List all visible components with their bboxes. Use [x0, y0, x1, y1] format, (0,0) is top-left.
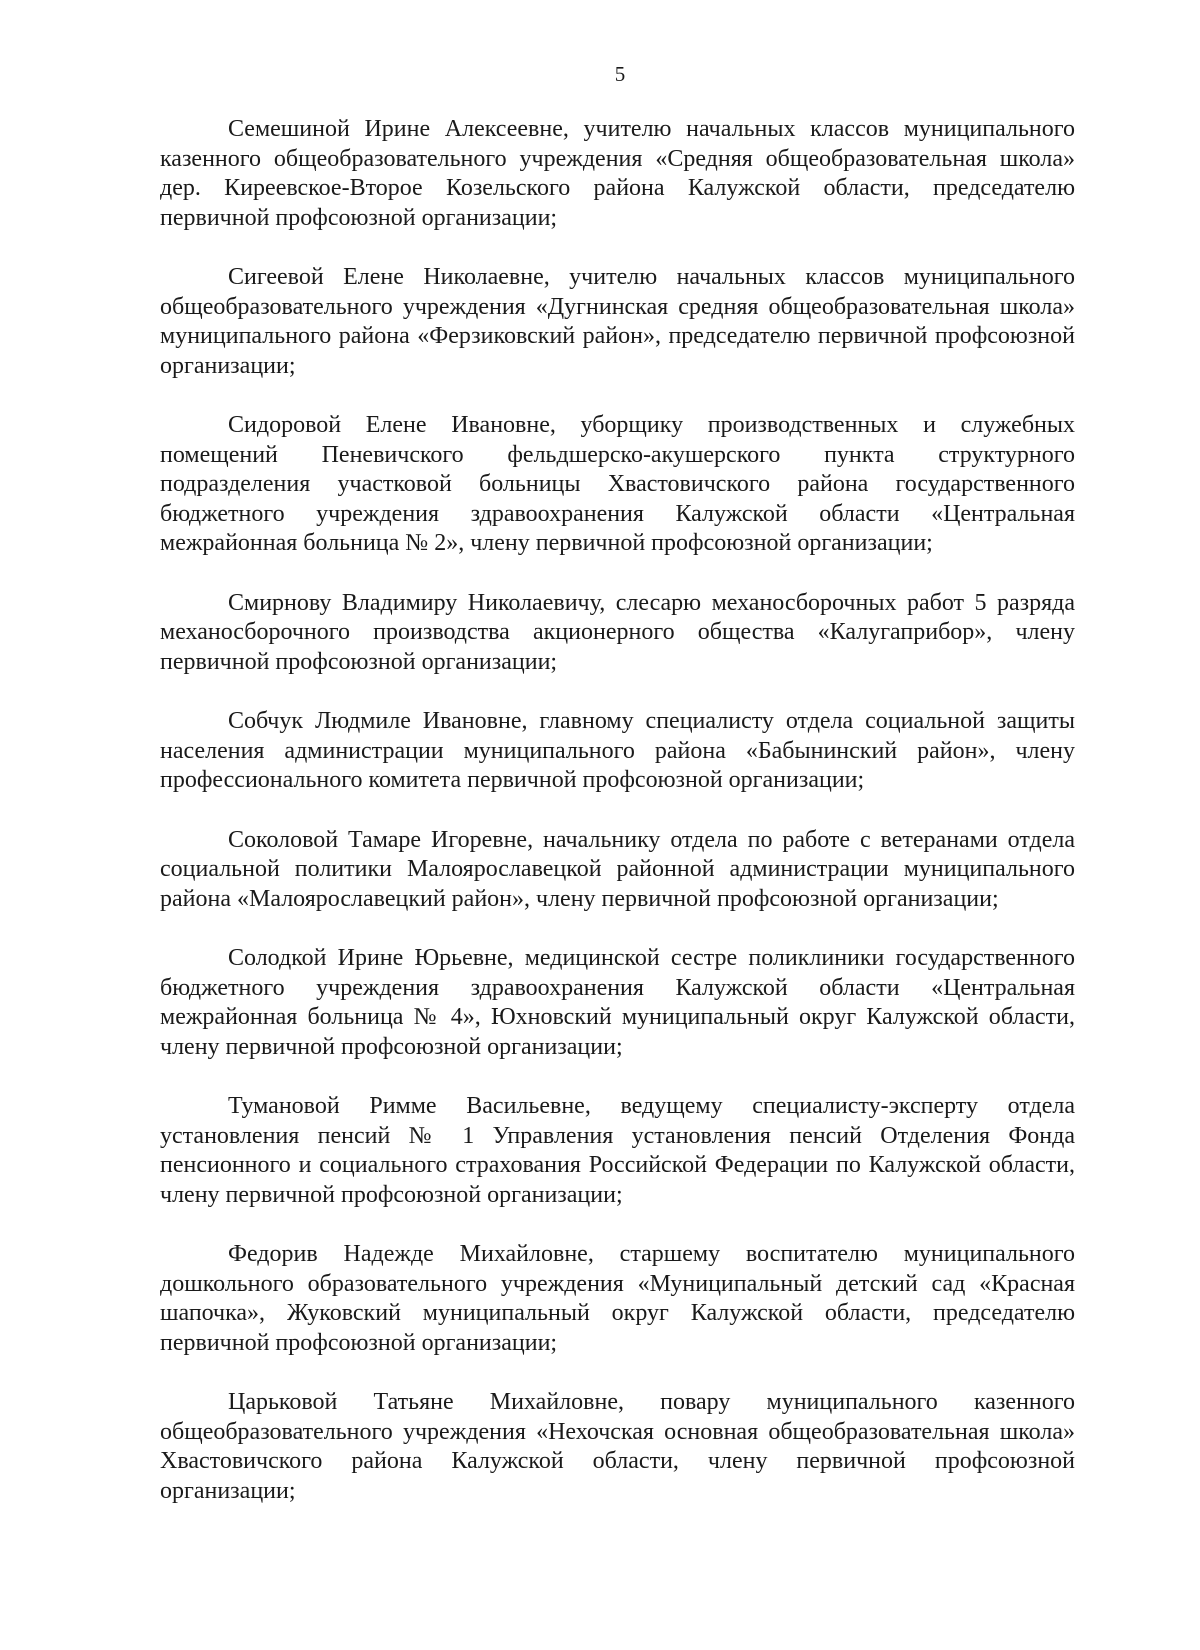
award-paragraph-tumanova: Тумановой Римме Васильевне, ведущему специалисту-эксперту отдела установления пенсий № 1 Управления установления пенсий Отделения Фонда пенсионного и социального страхования Российской Федерации по Калужской области, члену первичной профсоюзной организации;	[160, 1093, 1075, 1208]
award-paragraph-sidorova: Сидоровой Елене Ивановне, уборщику производственных и служебных помещений Пеневичского фельдшерско-акушерского пункта структурного подразделения участковой больницы Хвастовичского района государственного бюджетного учреждения здравоохранения Калужской области «Центральная межрайонная больница № 2», члену первичной профсоюзной организации;	[160, 412, 1075, 556]
award-paragraph-solodkaya: Солодкой Ирине Юрьевне, медицинской сестре поликлиники государственного бюджетного учреждения здравоохранения Калужской области «Центральная межрайонная больница № 4», Юхновский муниципальный округ Калужской области, члену первичной профсоюзной организации;	[160, 945, 1075, 1060]
award-paragraph-sokolova: Соколовой Тамаре Игоревне, начальнику отдела по работе с ветеранами отдела социальной политики Малоярославецкой районной администрации муниципального района «Малоярославецкий район», члену первичной профсоюзной организации;	[160, 826, 1075, 912]
document-body	[160, 115, 1075, 1536]
award-paragraph-sigeeva: Сигеевой Елене Николаевне, учителю начальных классов муниципального общеобразовательного учреждения «Дугнинская средняя общеобразовательная школа» муниципального района «Ферзиковский район», председателю первичной профсоюзной организации;	[160, 264, 1075, 379]
award-paragraph-sobchuk: Собчук Людмиле Ивановне, главному специалисту отдела социальной защиты населения администрации муниципального района «Бабынинский район», члену профессионального комитета первичной профсоюзной организации;	[160, 708, 1075, 793]
award-paragraph-semeshina: Семешиной Ирине Алексеевне, учителю начальных классов муниципального казенного общеобразовательного учреждения «Средняя общеобразовательная школа» дер. Киреевское-Второе Козельского района Калужской области, председателю первичной профсоюзной организации;	[160, 116, 1075, 231]
award-paragraph-fedoriv: Федорив Надежде Михайловне, старшему воспитателю муниципального дошкольного образовательного учреждения «Муниципальный детский сад «Красная шапочка», Жуковский муниципальный округ Калужской области, председателю первичной профсоюзной организации;	[160, 1241, 1075, 1356]
award-paragraph-tsarkova: Царьковой Татьяне Михайловне, повару муниципального казенного общеобразовательного учреждения «Нехочская основная общеобразовательная школа» Хвастовичского района Калужской области, члену первичной профсоюзной организации;	[160, 1389, 1075, 1504]
page-number: 5	[614, 62, 626, 86]
award-paragraph-smirnov: Смирнову Владимиру Николаевичу, слесарю механосборочных работ 5 разряда механосборочного производства акционерного общества «Калугаприбор», члену первичной профсоюзной организации;	[160, 589, 1075, 675]
